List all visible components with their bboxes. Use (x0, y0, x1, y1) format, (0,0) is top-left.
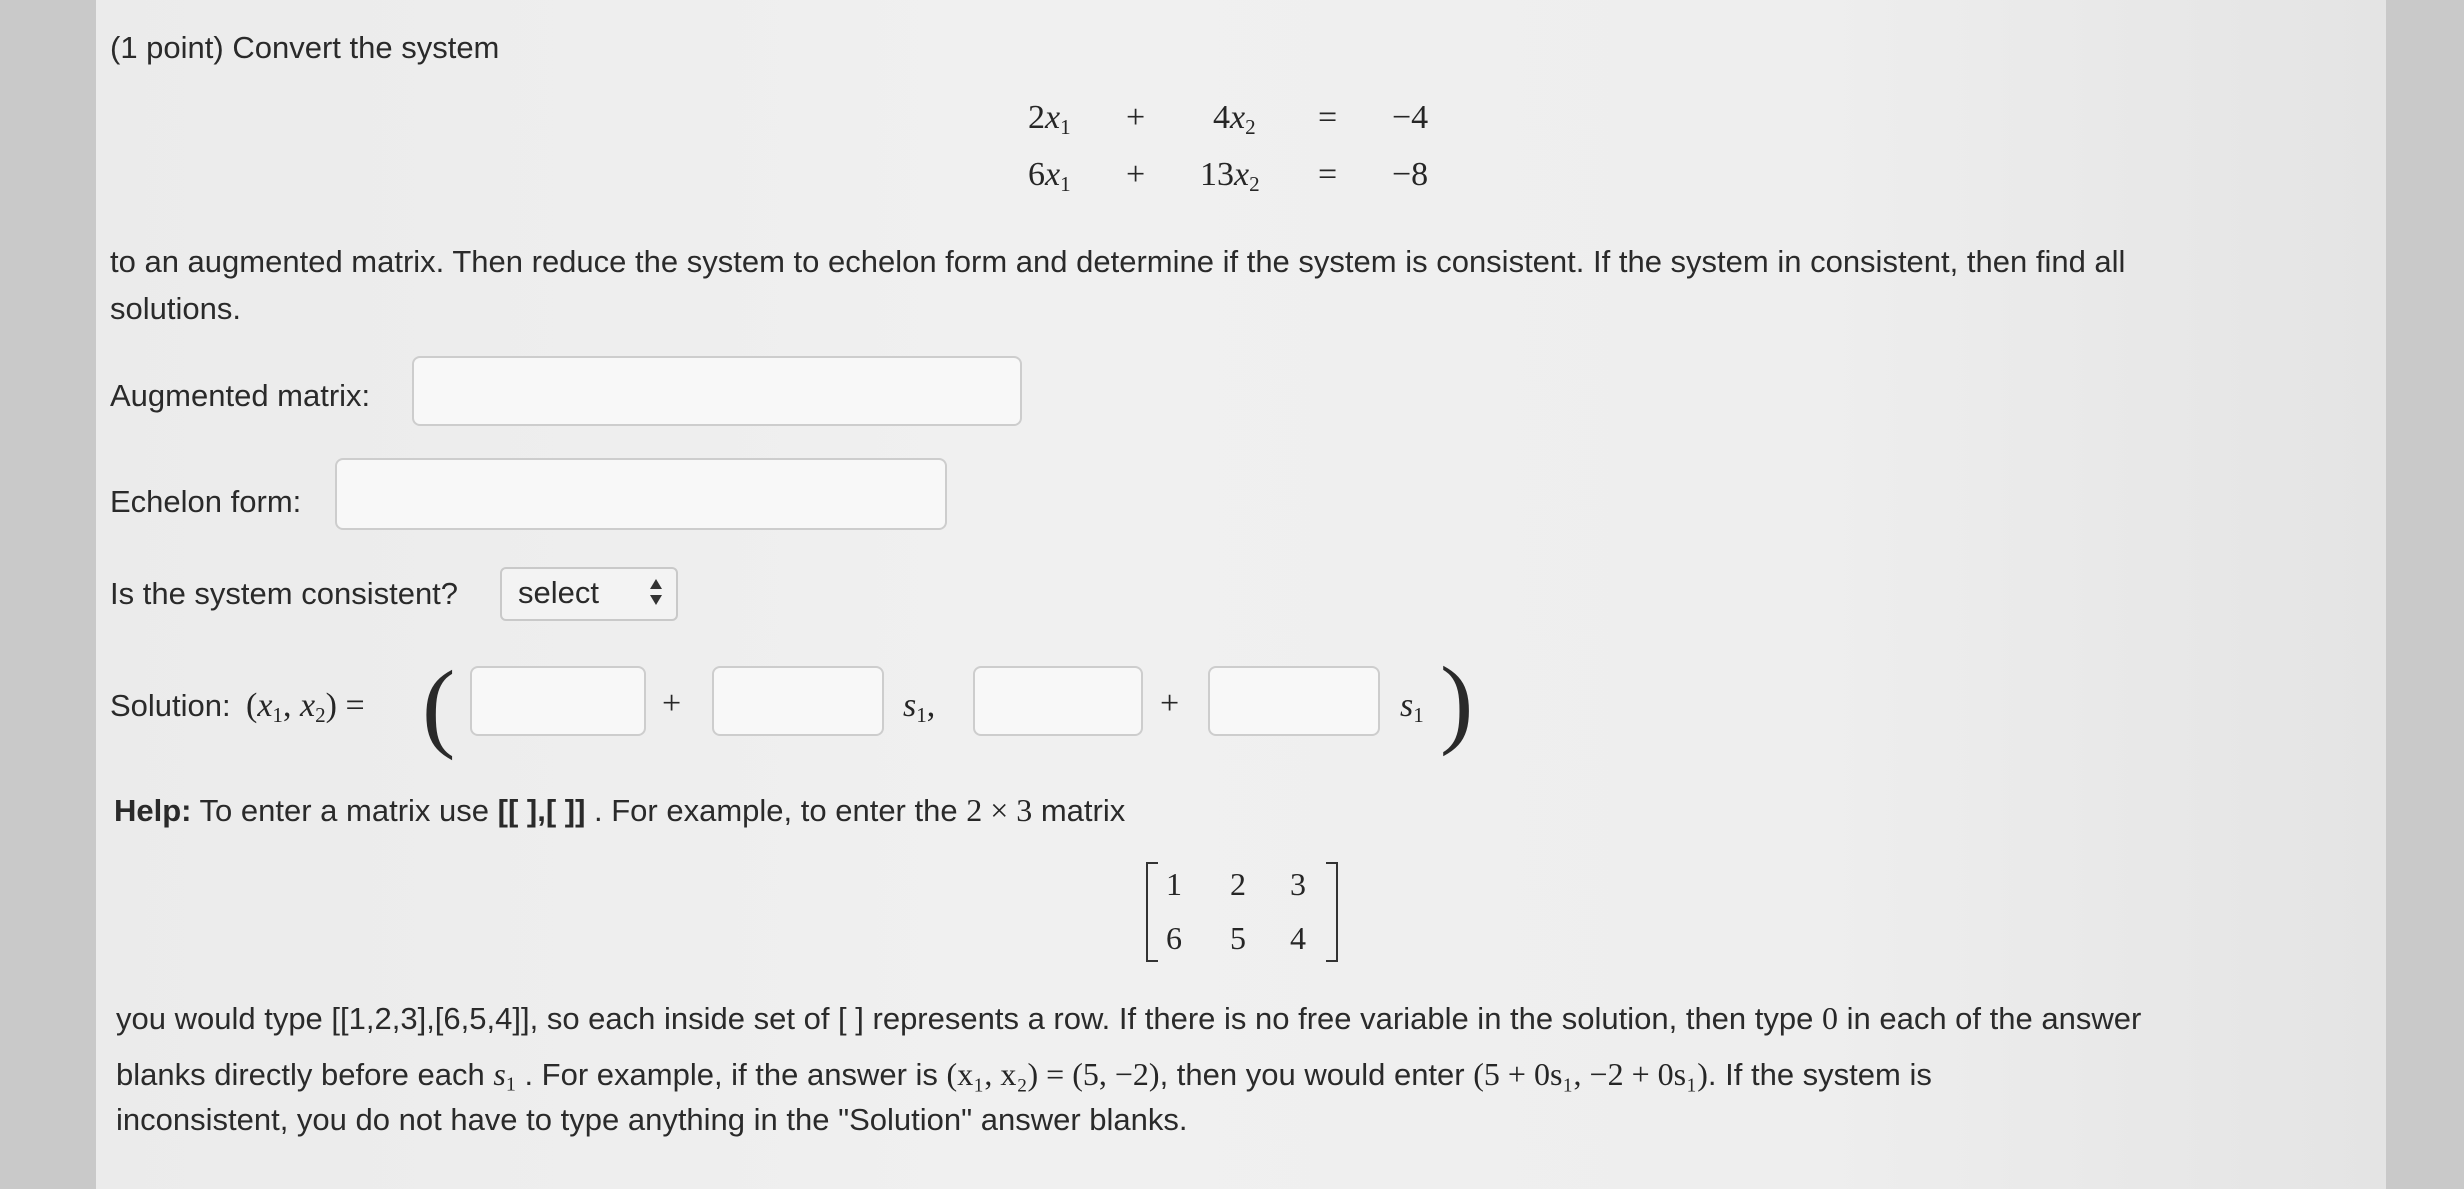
help-bracket-hint: [[ ],[ ]] (497, 793, 586, 828)
matrix-cell: 6 (1166, 920, 1182, 956)
solution-s1-second: $s_1$ (1400, 687, 1424, 727)
problem-intro: (1 point) Convert the system (110, 30, 500, 65)
eq2-term2: $13x_2$ (1200, 156, 1260, 196)
matrix-right-bracket (1326, 862, 1338, 962)
matrix-cell: 4 (1290, 920, 1306, 956)
consistent-select[interactable] (500, 567, 678, 621)
solution-s1-first: $s_1$, (903, 687, 936, 727)
matrix-cell: 2 (1230, 866, 1246, 902)
eq2-term1: $6x_1$ (1028, 156, 1071, 196)
solution-tuple: ($x_1$, $x_2$) = (246, 687, 365, 727)
example-entry: (5 + 0s₁, −2 + 0s₁) (1473, 1056, 1708, 1092)
solution-open-paren: ( (422, 650, 456, 761)
solution-plus-1: + (662, 685, 682, 722)
consistent-label: Is the system consistent? (110, 576, 459, 611)
eq1-rhs: −4 (1392, 99, 1429, 136)
eq2-plus: + (1126, 156, 1146, 193)
help-bold-label: Help: (114, 793, 192, 828)
solution-plus-2: + (1160, 685, 1180, 722)
solution-label: Solution: (110, 688, 231, 723)
matrix-cell: 1 (1166, 866, 1182, 902)
select-updown-icon (648, 577, 664, 607)
matrix-cell: 5 (1230, 920, 1246, 956)
echelon-form-label: Echelon form: (110, 484, 302, 519)
help-para-line1: you would type [[1,2,3],[6,5,4]], so each inside set of [ ] represents a row. If there is no free variable in the solution, then type 0 in each of the answer (116, 1000, 2142, 1036)
solution-close-paren: ) (1440, 646, 1474, 757)
eq2-rhs: −8 (1392, 156, 1429, 193)
example-answer: (x₁, x₂) = (5, −2) (946, 1056, 1160, 1092)
matrix-cell: 3 (1290, 866, 1306, 902)
matrix-left-bracket (1146, 862, 1158, 962)
augmented-matrix-label: Augmented matrix: (110, 378, 371, 413)
eq2-equals: = (1318, 156, 1338, 193)
eq1-term2: $4x_2$ (1213, 99, 1256, 139)
eq1-term1: $2x_1$ (1028, 99, 1071, 139)
eq1-plus: + (1126, 99, 1146, 136)
instructions-line1: to an augmented matrix. Then reduce the system to echelon form and determine if the system is consistent. If the system in consistent, then find all (110, 244, 2126, 279)
solution-blank-1[interactable] (470, 666, 646, 736)
instructions-line2: solutions. (110, 291, 241, 326)
consistent-select-value: select (518, 575, 599, 610)
solution-blank-3[interactable] (973, 666, 1143, 736)
echelon-form-input[interactable] (335, 458, 947, 530)
help-para-line3: inconsistent, you do not have to type anything in the "Solution" answer blanks. (116, 1102, 1188, 1137)
eq1-equals: = (1318, 99, 1338, 136)
solution-blank-2[interactable] (712, 666, 884, 736)
solution-blank-4[interactable] (1208, 666, 1380, 736)
augmented-matrix-input[interactable] (412, 356, 1022, 426)
help-line1: Help: To enter a matrix use [[ ],[ ]] . For example, to enter the 2 × 3 matrix (114, 792, 1126, 828)
help-para-line2: blanks directly before each $s_1$ . For example, if the answer is (x₁, x₂) = (5, −2), then you would enter (5 + 0s₁, −2 + 0s₁). If the system is (116, 1056, 1932, 1096)
